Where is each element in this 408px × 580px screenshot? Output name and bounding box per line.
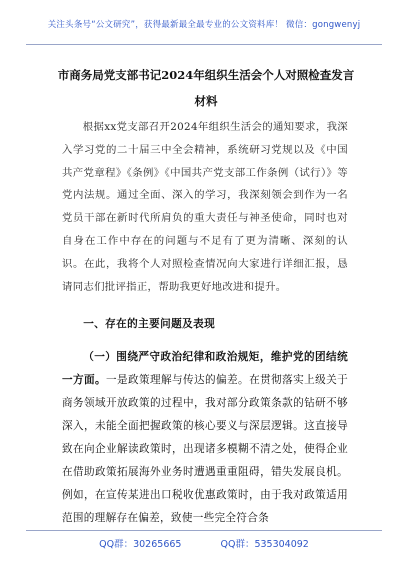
intro-paragraph: 根据xx党支部召开2024年组织生活会的通知要求，我深入学习党的二十届三中全会精神，系统研习党规以及《中国共产党章程》《条例》《中国共产党支部工作条例（试行）》等党内法规。通过全面、深入的学习，我深刻领会到作为一名党员干部在新时代所肩负的重大责任与神圣使命，同时也对自身在工作中存在的问题与不足有了更为清晰、深刻的认识。在此，我将个人对照检查情况向大家进行详细汇报，恳请同志们批评指正，帮助我更好地改进和提升。 [62,121,348,293]
document-title [56,62,356,114]
subsection-heading: （一）围绕严守政治纪律和政治规矩，维护党的团结统一方面。 [62,351,348,386]
footer-qq-group-1: QQ群：30265665 [99,539,182,550]
subsection-body: 一是政策理解与传达的偏差。在贯彻落实上级关于商务领域开放政策的过程中，我对部分政策条款的钻研不够深入，未能全面把握政策的核心要义与深层逻辑。这直接导致在向企业解读政策时，出现诸多模糊不清之处，使得企业在借助政策拓展海外业务时遭遇重重阻碍，错失发展良机。例如，在宣传某进出口税收优惠政策时，由于我对政策适用范围的理解存在偏差，致使一些完全符合条 [62,374,348,524]
title-line-1: 市商务局党支部书记2024年组织生活会个人对照检查发言 [57,68,355,82]
header-divider [26,44,382,45]
footer-qq-group-2: QQ群：535304092 [220,539,309,550]
subsection-block [62,346,348,530]
footer-divider [26,530,382,531]
section-heading [62,316,348,331]
intro-section [62,116,348,298]
footer-contacts [0,536,408,550]
subsection-paragraph [62,346,348,530]
header-banner: 关注头条号“公文研究”，获得最新最全最专业的公文资料库！ 微信：gongwenyj [47,20,361,30]
section-heading-text: 一、存在的主要问题及表现 [83,318,216,330]
title-line-2: 材料 [194,94,218,108]
